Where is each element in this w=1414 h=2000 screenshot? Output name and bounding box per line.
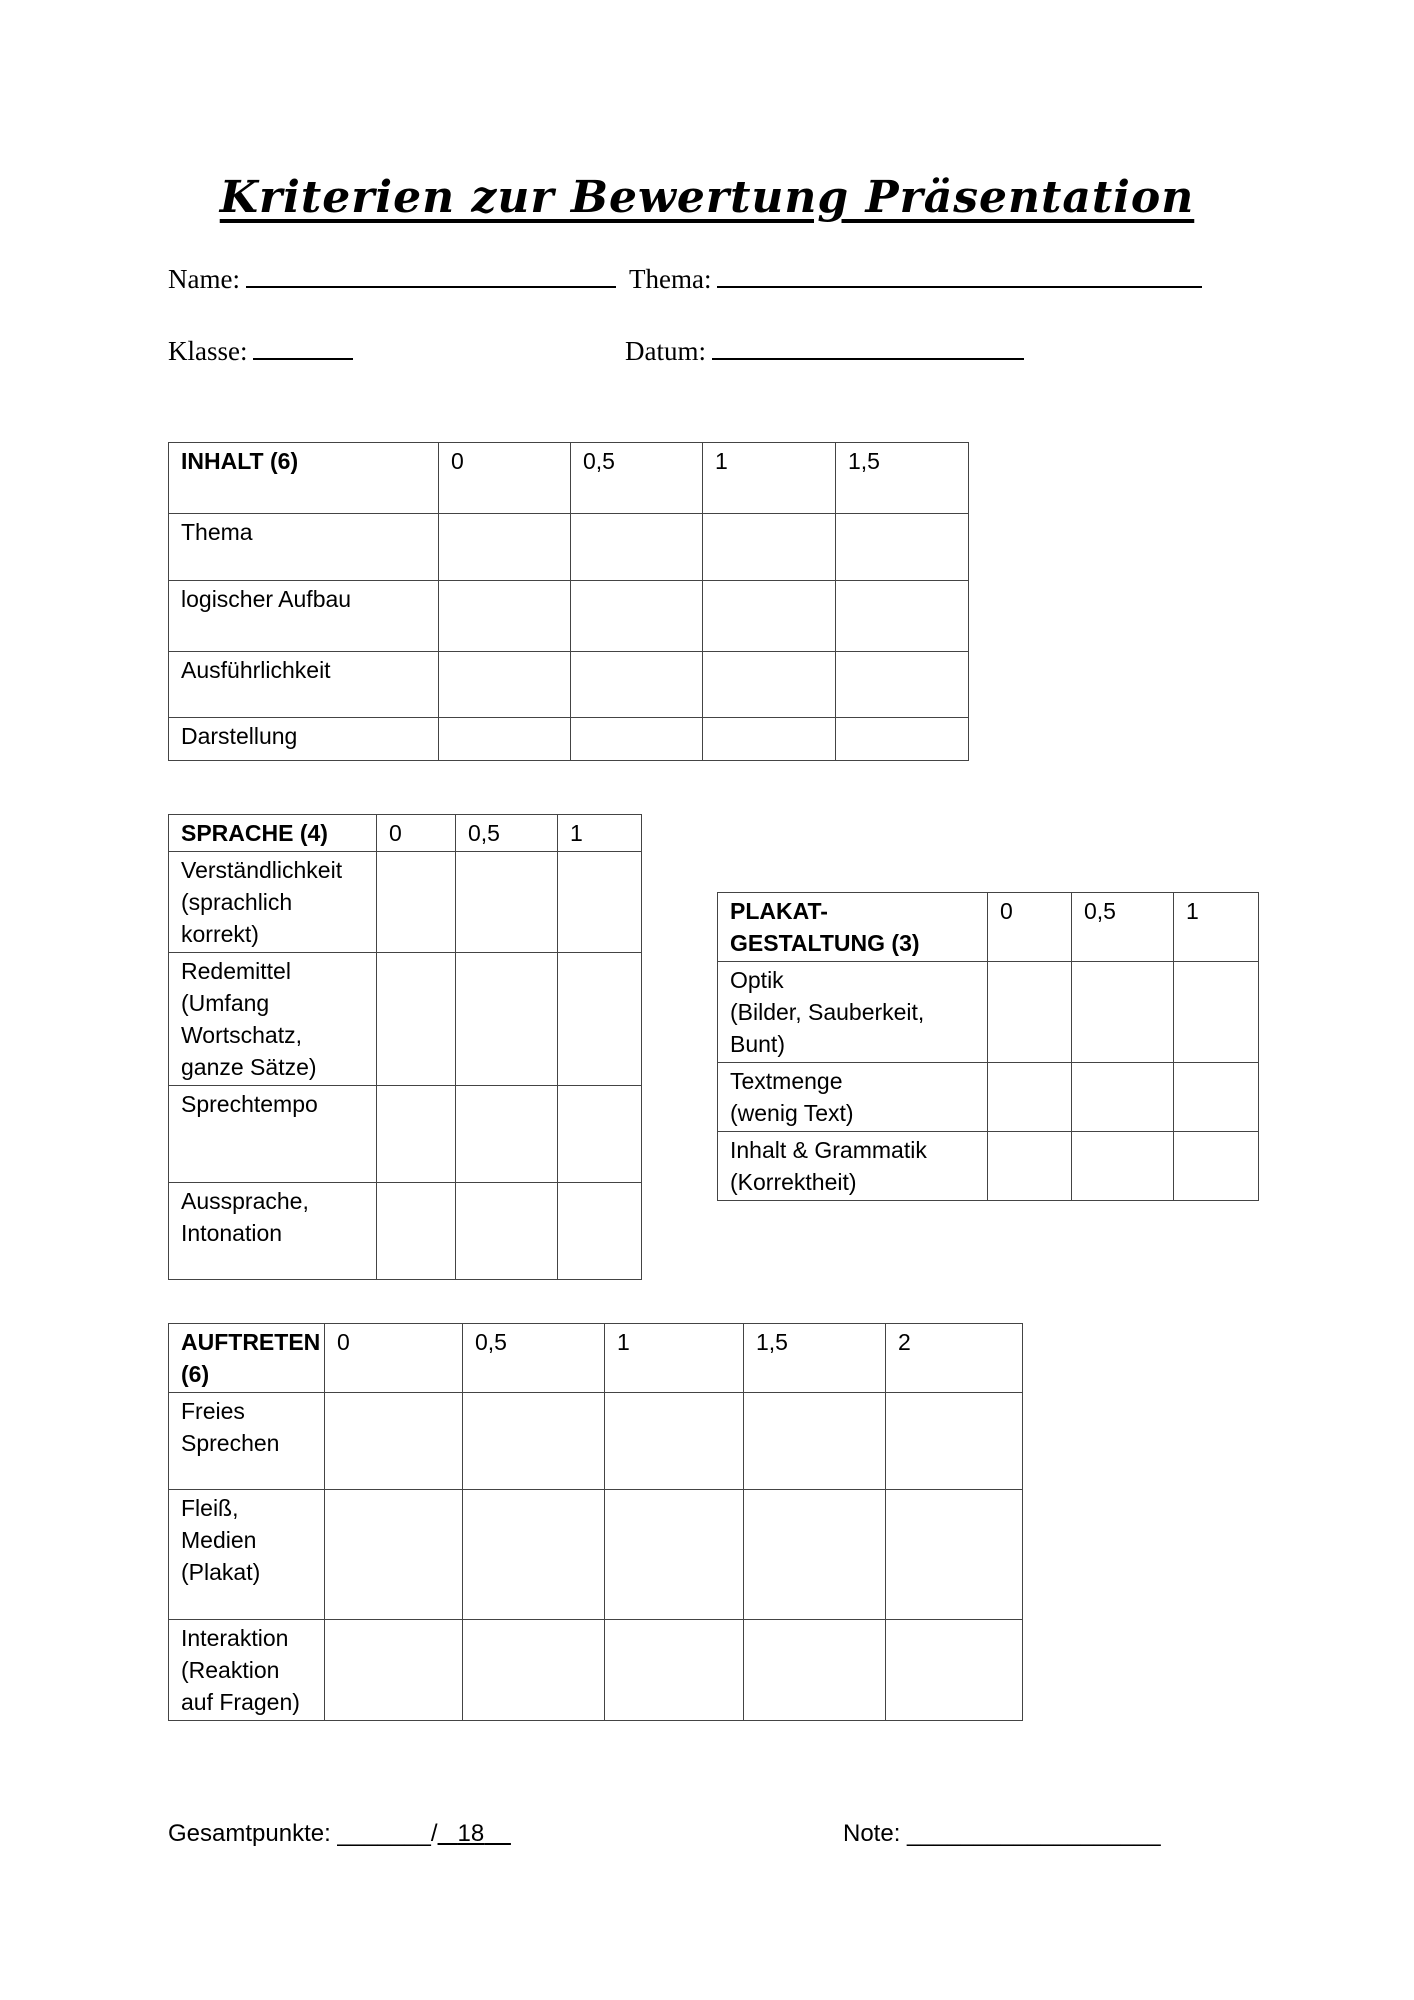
score-cell[interactable] [1174, 962, 1259, 1063]
score-header: 0 [439, 443, 571, 514]
score-cell[interactable] [703, 514, 836, 581]
score-cell[interactable] [377, 852, 456, 953]
klasse-line[interactable] [253, 334, 353, 360]
score-cell[interactable] [558, 1086, 642, 1183]
thema-line[interactable] [717, 262, 1202, 288]
criterion-label: Inhalt & Grammatik (Korrektheit) [718, 1132, 988, 1201]
score-header: 1,5 [744, 1324, 886, 1393]
name-field[interactable] [168, 262, 616, 295]
score-cell[interactable] [439, 652, 571, 718]
thema-label: Thema: [629, 264, 712, 294]
score-cell[interactable] [703, 652, 836, 718]
criterion-label: Sprechtempo [169, 1086, 377, 1183]
klasse-field[interactable] [168, 334, 353, 367]
score-cell[interactable] [988, 1132, 1072, 1201]
score-header: 0,5 [456, 815, 558, 852]
criterion-label: Aussprache, Intonation [169, 1183, 377, 1280]
criterion-label: Redemittel (Umfang Wortschatz, ganze Sätze) [169, 953, 377, 1086]
name-line[interactable] [246, 262, 616, 288]
score-header: 1 [1174, 893, 1259, 962]
score-cell[interactable] [571, 514, 703, 581]
criterion-label: Thema [169, 514, 439, 581]
score-header: 0,5 [463, 1324, 605, 1393]
auftreten-table [168, 1323, 1023, 1721]
score-header: 1 [703, 443, 836, 514]
criterion-label: Ausführlichkeit [169, 652, 439, 718]
score-header: 2 [886, 1324, 1023, 1393]
datum-line[interactable] [712, 334, 1024, 360]
score-cell[interactable] [571, 652, 703, 718]
score-cell[interactable] [456, 1183, 558, 1280]
datum-field[interactable] [625, 334, 1024, 367]
score-cell[interactable] [886, 1490, 1023, 1620]
score-header: 0 [325, 1324, 463, 1393]
gesamtpunkte-blank[interactable]: _______ [337, 1820, 431, 1847]
score-cell[interactable] [744, 1490, 886, 1620]
score-cell[interactable] [744, 1620, 886, 1721]
auftreten-head: AUFTRETEN (6) [169, 1324, 325, 1393]
score-header: 0 [377, 815, 456, 852]
inhalt-head: INHALT (6) [169, 443, 439, 514]
thema-field[interactable] [629, 262, 1202, 295]
score-cell[interactable] [836, 718, 969, 761]
inhalt-table [168, 442, 969, 761]
score-cell[interactable] [836, 514, 969, 581]
score-cell[interactable] [456, 1086, 558, 1183]
score-cell[interactable] [558, 852, 642, 953]
criterion-label: Verständlichkeit (sprachlich korrekt) [169, 852, 377, 953]
score-cell[interactable] [988, 1063, 1072, 1132]
score-header: 1,5 [836, 443, 969, 514]
gesamtpunkte-field[interactable]: Gesamtpunkte: _______/ 18 [168, 1820, 511, 1848]
score-cell[interactable] [886, 1393, 1023, 1490]
score-cell[interactable] [439, 514, 571, 581]
score-cell[interactable] [1072, 1132, 1174, 1201]
plakat-head: PLAKAT- GESTALTUNG (3) [718, 893, 988, 962]
score-cell[interactable] [558, 953, 642, 1086]
score-cell[interactable] [456, 953, 558, 1086]
score-cell[interactable] [325, 1490, 463, 1620]
score-cell[interactable] [744, 1393, 886, 1490]
sprache-head: SPRACHE (4) [169, 815, 377, 852]
score-cell[interactable] [377, 1086, 456, 1183]
gesamtpunkte-max [438, 1820, 511, 1847]
score-cell[interactable] [1072, 1063, 1174, 1132]
score-header: 0,5 [571, 443, 703, 514]
score-header: 0,5 [1072, 893, 1174, 962]
score-cell[interactable] [886, 1620, 1023, 1721]
score-cell[interactable] [605, 1393, 744, 1490]
score-cell[interactable] [439, 581, 571, 652]
score-cell[interactable] [325, 1620, 463, 1721]
klasse-label: Klasse: [168, 336, 248, 366]
criterion-label: Optik (Bilder, Sauberkeit, Bunt) [718, 962, 988, 1063]
criterion-label: Darstellung [169, 718, 439, 761]
score-cell[interactable] [377, 1183, 456, 1280]
score-cell[interactable] [1072, 962, 1174, 1063]
score-cell[interactable] [456, 852, 558, 953]
note-field[interactable] [843, 1820, 1161, 1848]
score-cell[interactable] [605, 1620, 744, 1721]
score-cell[interactable] [325, 1393, 463, 1490]
note-blank[interactable]: ___________________ [907, 1820, 1161, 1847]
score-cell[interactable] [1174, 1132, 1259, 1201]
score-cell[interactable] [463, 1620, 605, 1721]
score-cell[interactable] [836, 581, 969, 652]
score-cell[interactable] [571, 718, 703, 761]
score-cell[interactable] [558, 1183, 642, 1280]
score-header: 0 [988, 893, 1072, 962]
score-header: 1 [605, 1324, 744, 1393]
gesamtpunkte-label: Gesamtpunkte: [168, 1820, 331, 1847]
score-cell[interactable] [703, 718, 836, 761]
criterion-label: Fleiß, Medien (Plakat) [169, 1490, 325, 1620]
score-cell[interactable] [377, 953, 456, 1086]
score-cell[interactable] [836, 652, 969, 718]
criterion-label: logischer Aufbau [169, 581, 439, 652]
page-title: Kriterien zur Bewertung Präsentation [219, 172, 1195, 223]
score-cell[interactable] [1174, 1063, 1259, 1132]
score-cell[interactable] [463, 1490, 605, 1620]
name-label: Name: [168, 264, 240, 294]
note-label: Note: [843, 1820, 901, 1847]
criterion-label: Freies Sprechen [169, 1393, 325, 1490]
max-points-value: 18 [457, 1820, 485, 1847]
score-header: 1 [558, 815, 642, 852]
score-cell[interactable] [988, 962, 1072, 1063]
sprache-table [168, 814, 642, 1280]
datum-label: Datum: [625, 336, 706, 366]
score-cell[interactable] [439, 718, 571, 761]
criterion-label: Textmenge (wenig Text) [718, 1063, 988, 1132]
score-cell[interactable] [571, 581, 703, 652]
score-cell[interactable] [605, 1490, 744, 1620]
plakat-table [717, 892, 1259, 1201]
score-cell[interactable] [463, 1393, 605, 1490]
score-cell[interactable] [703, 581, 836, 652]
criterion-label: Interaktion (Reaktion auf Fragen) [169, 1620, 325, 1721]
